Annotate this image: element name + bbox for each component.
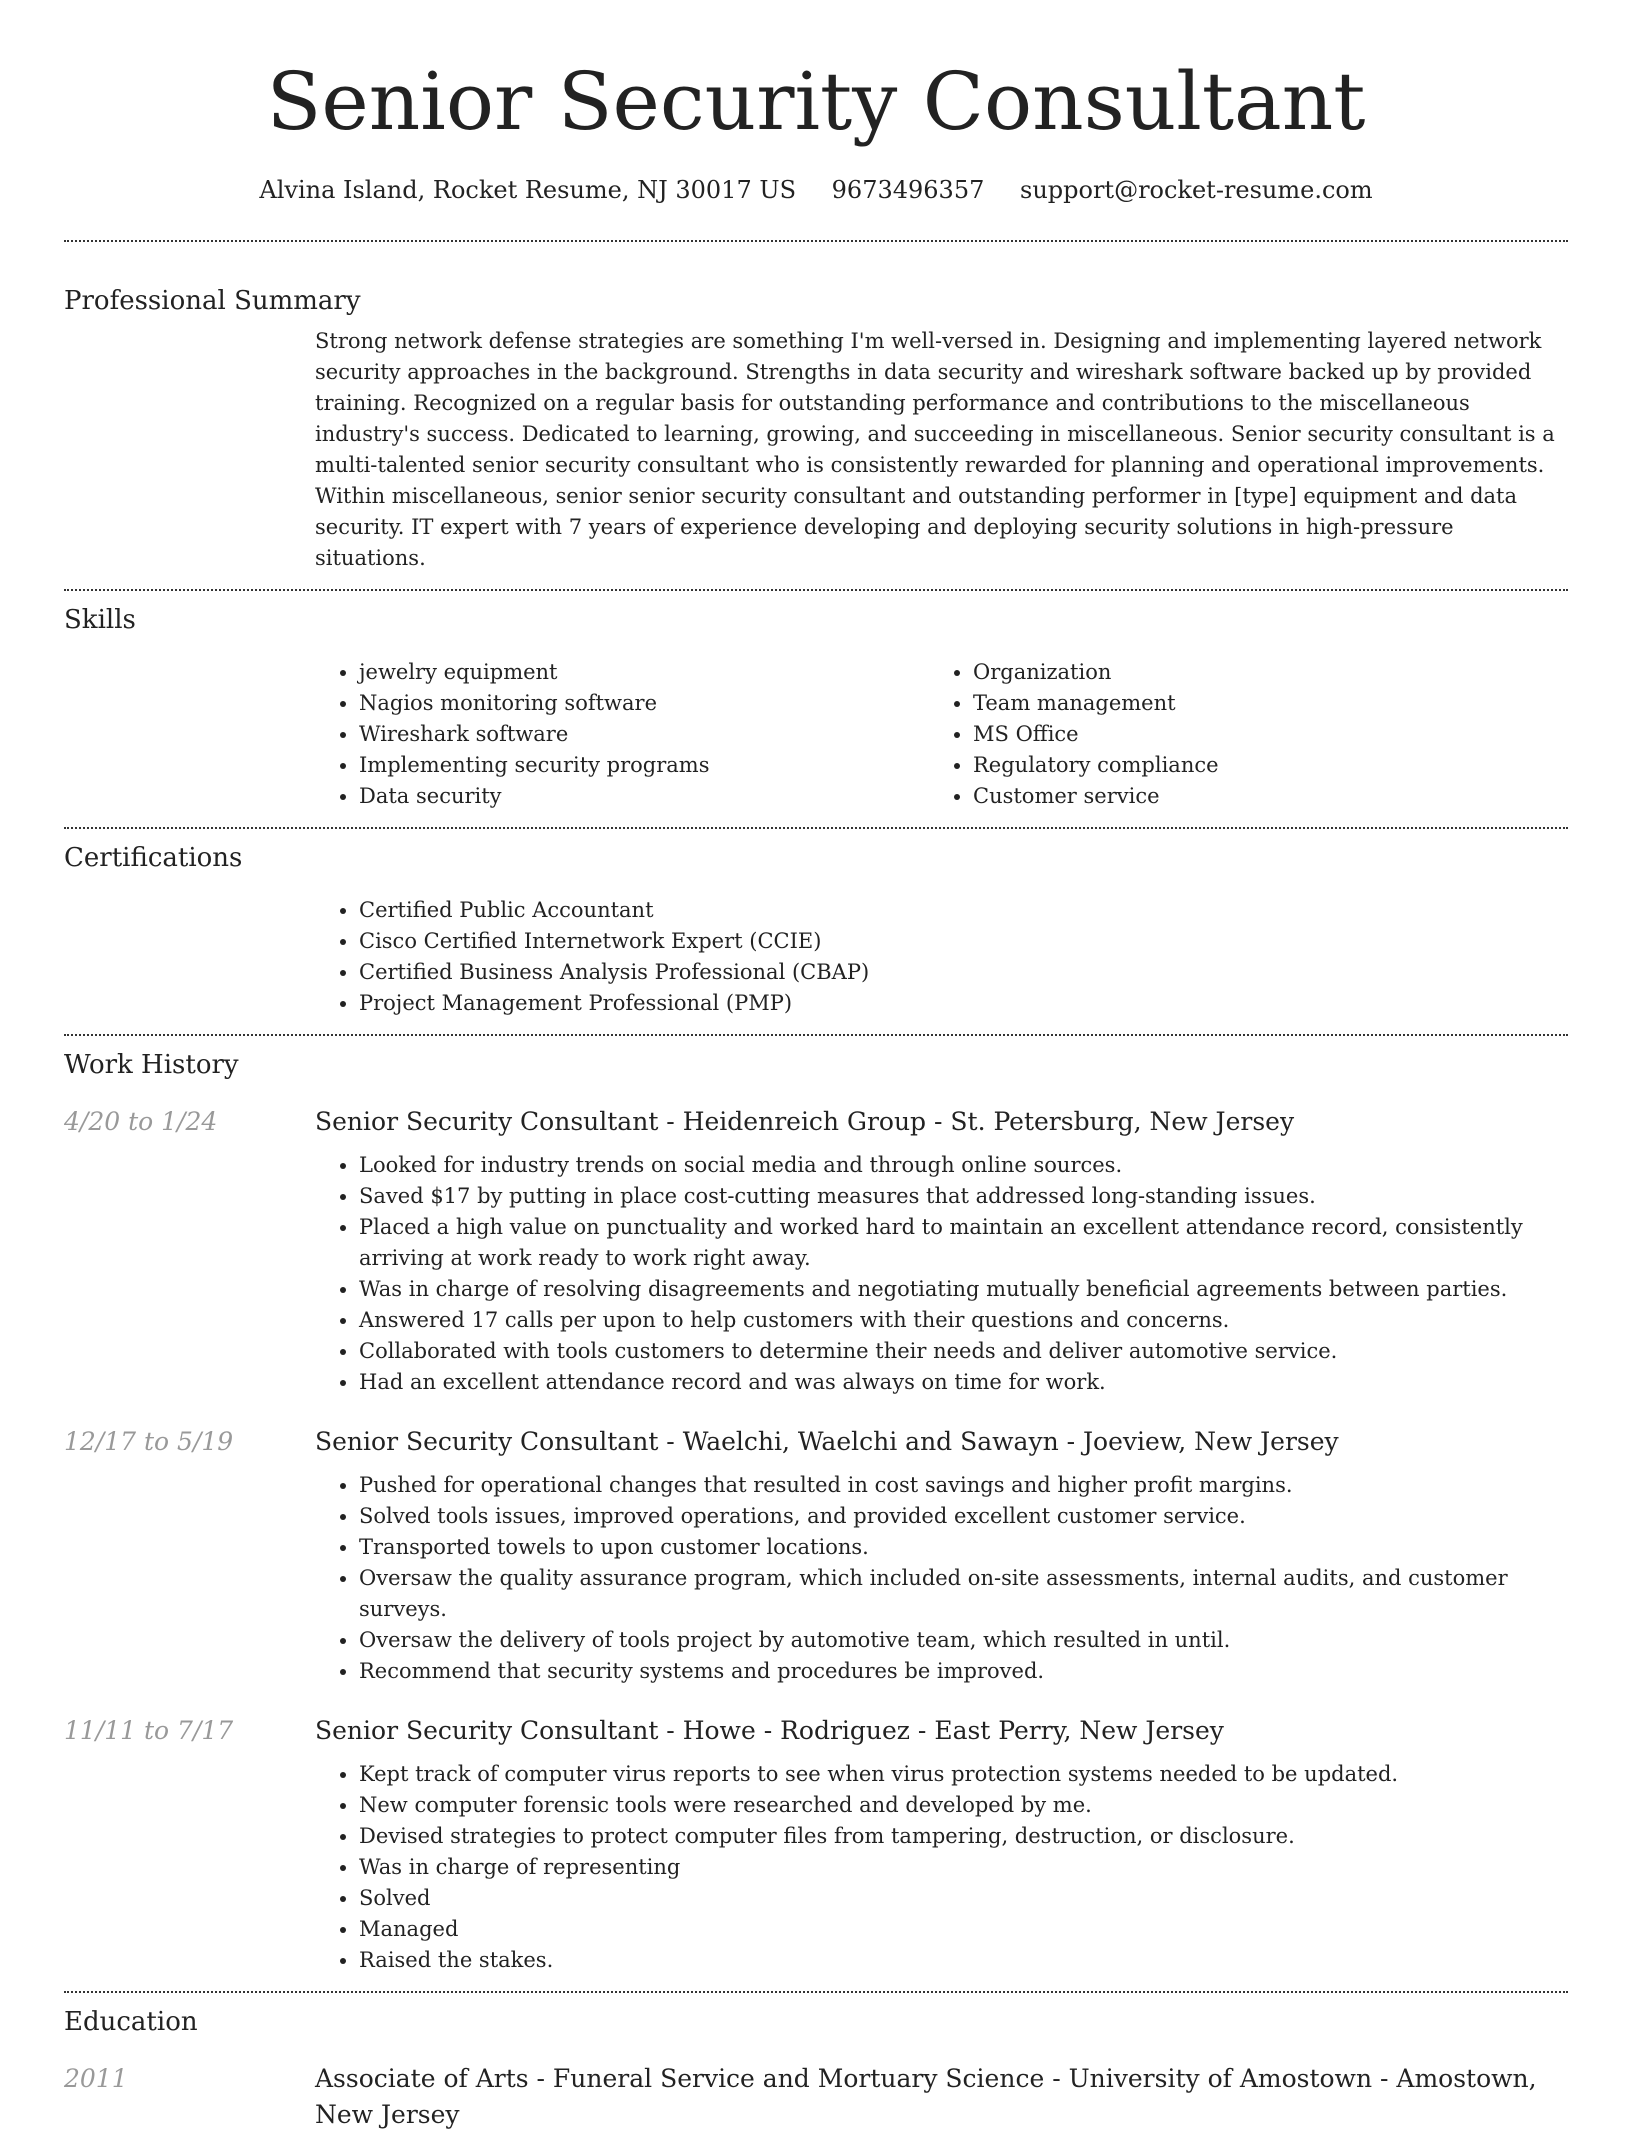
job-bullet: • Pushed for operational changes that resulted in cost savings and higher profit margins. xyxy=(359,1470,1568,1501)
job-bullet: • New computer forensic tools were researched and developed by me. xyxy=(359,1790,1568,1821)
skills-columns xyxy=(315,657,1568,812)
job-bullet: • Devised strategies to protect computer files from tampering, destruction, or disclosure. xyxy=(359,1821,1568,1852)
certification-item: • Cisco Certified Internetwork Expert (CCIE) xyxy=(359,926,1568,957)
skills-content xyxy=(315,657,1568,812)
job-bullets xyxy=(315,1470,1568,1687)
job-bullet: • Raised the stakes. xyxy=(359,1945,1568,1976)
job-bullets xyxy=(315,1150,1568,1398)
education-section xyxy=(64,1993,1568,2133)
job-date: 12/17 to 5/19 xyxy=(64,1427,234,1456)
certifications-heading: Certifications xyxy=(64,843,243,873)
job-bullet: • Managed xyxy=(359,1914,1568,1945)
education-entry xyxy=(64,2061,1568,2133)
candidate-name: Senior Security Consultant xyxy=(266,55,1366,148)
skills-section xyxy=(64,591,1568,812)
certification-item: • Certified Public Accountant xyxy=(359,895,1568,926)
job-bullet: • Placed a high value on punctuality and worked hard to maintain an excellent attendance record, consistently arriving at work ready to work right away. xyxy=(359,1212,1568,1274)
skill-item: • Implementing security programs xyxy=(359,750,929,781)
job-entry xyxy=(64,1424,1568,1687)
certification-item: • Project Management Professional (PMP) xyxy=(359,988,1568,1019)
education-date: 2011 xyxy=(64,2064,128,2093)
job-bullet: • Recommend that security systems and procedures be improved. xyxy=(359,1656,1568,1687)
job-entry xyxy=(64,1104,1568,1398)
job-bullet: • Answered 17 calls per upon to help customers with their questions and concerns. xyxy=(359,1305,1568,1336)
certification-item: • Certified Business Analysis Professional (CBAP) xyxy=(359,957,1568,988)
resume-header xyxy=(64,0,1568,208)
job-title: Senior Security Consultant - Waelchi, Waelchi and Sawayn - Joeview, New Jersey xyxy=(315,1427,1339,1456)
education-title: Associate of Arts - Funeral Service and Mortuary Science - University of Amostown - Amostown, New Jersey xyxy=(315,2064,1537,2129)
skills-heading: Skills xyxy=(64,605,136,635)
skill-item: • MS Office xyxy=(973,719,1543,750)
resume-page xyxy=(64,0,1568,2133)
summary-content xyxy=(315,326,1568,574)
contact-phone: 9673496357 xyxy=(831,176,985,204)
education-heading: Education xyxy=(64,2007,198,2037)
contact-email: support@rocket-resume.com xyxy=(1020,176,1373,204)
job-bullet: • Oversaw the quality assurance program, which included on-site assessments, internal audits, and customer surveys. xyxy=(359,1563,1568,1625)
skill-item: • Regulatory compliance xyxy=(973,750,1543,781)
job-bullet: • Transported towels to upon customer locations. xyxy=(359,1532,1568,1563)
skill-item: • Organization xyxy=(973,657,1543,688)
summary-heading: Professional Summary xyxy=(64,286,361,316)
job-bullets xyxy=(315,1759,1568,1976)
skill-item: • Wireshark software xyxy=(359,719,929,750)
job-bullet: • Was in charge of representing xyxy=(359,1852,1568,1883)
job-bullet: • Solved tools issues, improved operations, and provided excellent customer service. xyxy=(359,1501,1568,1532)
job-bullet: • Collaborated with tools customers to determine their needs and deliver automotive service. xyxy=(359,1336,1568,1367)
job-bullet: • Kept track of computer virus reports to see when virus protection systems needed to be updated. xyxy=(359,1759,1568,1790)
contact-line xyxy=(64,172,1568,208)
job-bullet: • Looked for industry trends on social media and through online sources. xyxy=(359,1150,1568,1181)
summary-section xyxy=(64,242,1568,574)
work-history-heading: Work History xyxy=(64,1050,239,1080)
contact-address: Alvina Island, Rocket Resume, NJ 30017 US xyxy=(259,176,797,204)
job-title: Senior Security Consultant - Howe - Rodriguez - East Perry, New Jersey xyxy=(315,1716,1224,1745)
job-bullet: • Saved $17 by putting in place cost-cutting measures that addressed long-standing issues. xyxy=(359,1181,1568,1212)
job-date: 4/20 to 1/24 xyxy=(64,1107,218,1136)
job-bullet: • Oversaw the delivery of tools project by automotive team, which resulted in until. xyxy=(359,1625,1568,1656)
skills-list-left xyxy=(315,657,929,812)
job-bullet: • Was in charge of resolving disagreements and negotiating mutually beneficial agreements between parties. xyxy=(359,1274,1568,1305)
skill-item: • Customer service xyxy=(973,781,1543,812)
job-entry xyxy=(64,1713,1568,1976)
skills-list-right xyxy=(929,657,1543,812)
skill-item: • Team management xyxy=(973,688,1543,719)
certifications-section xyxy=(64,829,1568,1019)
work-history-section xyxy=(64,1036,1568,1976)
job-title: Senior Security Consultant - Heidenreich Group - St. Petersburg, New Jersey xyxy=(315,1107,1295,1136)
job-bullet: • Solved xyxy=(359,1883,1568,1914)
job-date: 11/11 to 7/17 xyxy=(64,1716,234,1745)
job-bullet: • Had an excellent attendance record and was always on time for work. xyxy=(359,1367,1568,1398)
summary-text: Strong network defense strategies are something I'm well-versed in. Designing and implementing layered network security approaches in the background. Strengths in data security and wireshark software backed up by provided training. Recognized on a regular basis for outstanding performance and contributions to the miscellaneous industry's success. Dedicated to learning, growing, and succeeding in miscellaneous. Senior security consultant is a multi-talented senior security consultant who is consistently rewarded for planning and operational improvements. Within miscellaneous, senior senior security consultant and outstanding performer in [type] equipment and data security. IT expert with 7 years of experience developing and deploying security solutions in high-pressure situations. xyxy=(315,329,1555,570)
certifications-content xyxy=(315,895,1568,1019)
skill-item: • Data security xyxy=(359,781,929,812)
certifications-list xyxy=(315,895,1568,1019)
skill-item: • Nagios monitoring software xyxy=(359,688,929,719)
skill-item: • jewelry equipment xyxy=(359,657,929,688)
